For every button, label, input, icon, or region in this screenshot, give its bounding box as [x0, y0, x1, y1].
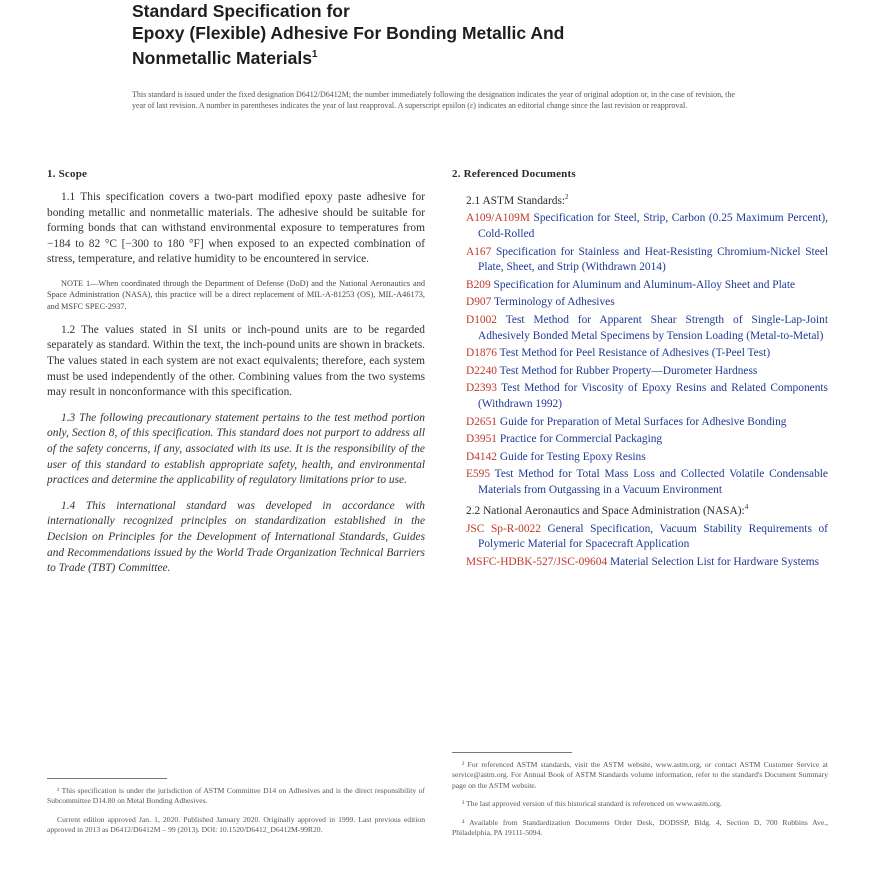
scope-paragraph-1-1: 1.1 This specification covers a two-part modified epoxy paste adhesive for bonding metallic and nonmetallic materials. The adhesive should be suitable for forming bonds that can withstand environmental exposure to temperatures from −184 to 82 °C [−300 to 180 °F] when exposed to an expected combination of stress, temperature, and relative humidity to be encountered in service.	[47, 191, 425, 266]
reference-title-link[interactable]: Test Method for Viscosity of Epoxy Resins and Related Components (Withdrawn 1992)	[478, 382, 828, 410]
astm-reference-list	[452, 211, 828, 498]
reference-item	[452, 555, 828, 571]
reference-title-link[interactable]: Terminology of Adhesives	[493, 296, 615, 309]
reference-title-link[interactable]: Test Method for Peel Resistance of Adhesives (T-Peel Test)	[499, 347, 771, 360]
reference-code-link[interactable]: D1002	[466, 313, 498, 326]
footnote-4: ⁴ Available from Standardization Documents Order Desk, DODSSP, Bldg. 4, Section D, 700 Robbins Ave., Philadelphia, PA 19111-5094.	[452, 817, 828, 838]
reference-code-link[interactable]: JSC Sp-R-0022	[466, 522, 541, 535]
reference-item	[452, 364, 828, 380]
footnote-2: ² For referenced ASTM standards, visit the ASTM website, www.astm.org, or contact ASTM Customer Service at service@astm.org. For Annual Book of ASTM Standards volume information, refer to the standard's Document Summary page on the ASTM website.	[452, 760, 828, 790]
reference-title-link[interactable]: Practice for Commercial Packaging	[499, 433, 663, 446]
reference-code-link[interactable]: D2393	[466, 382, 498, 395]
reference-code-link[interactable]: MSFC-HDBK-527/JSC-09604	[466, 556, 608, 569]
reference-item	[452, 245, 828, 276]
reference-item	[452, 278, 828, 294]
references-heading: 2. Referenced Documents	[452, 168, 576, 180]
reference-item	[452, 450, 828, 466]
scope-heading: 1. Scope	[47, 168, 88, 180]
scope-paragraph-1-2: 1.2 The values stated in SI units or inch-pound units are to be regarded separately as standard. Within the text, the inch-pound units are shown in brackets. The values stated in each system are not exact equivalents; therefore, each system must be used independently of the other. Combining values from the two systems may result in nonconformance with this specification.	[47, 323, 425, 399]
reference-code-link[interactable]: A109/A109M	[466, 212, 530, 225]
reference-item	[452, 313, 828, 344]
reference-code-link[interactable]: B209	[466, 278, 491, 291]
footnotes-right	[452, 760, 828, 846]
footnote-1: ¹ This specification is under the jurisdiction of ASTM Committee D14 on Adhesives and is the direct responsibility of Subcommittee D14.80 on Metal Bonding Adhesives.	[47, 786, 425, 806]
reference-code-link[interactable]: D2651	[466, 415, 498, 428]
astm-standards-label-text: 2.1 ASTM Standards:	[466, 194, 566, 207]
scope-paragraph-1-3: 1.3 The following precautionary statement pertains to the test method portion only, Section 8, of this specification. This standard does not purport to address all of the safety concerns, if any, associated with its use. It is the responsibility of the user of this standard to establish appropriate safety, health, and environmental practices and determine the applicability of regulatory limitations prior to use.	[47, 411, 425, 487]
reference-title-link[interactable]: Specification for Steel, Strip, Carbon (0.25 Maximum Percent), Cold-Rolled	[478, 212, 828, 240]
reference-item	[452, 432, 828, 448]
reference-code-link[interactable]: D2240	[466, 364, 498, 377]
reference-item	[452, 381, 828, 412]
reference-item	[452, 346, 828, 362]
scope-paragraph-1-4: 1.4 This international standard was developed in accordance with internationally recognized principles on standardization established in the Decision on Principles for the Development of International Standards, Guides and Recommendations issued by the World Trade Organization Technical Barriers to Trade (TBT) Committee.	[47, 499, 425, 575]
reference-code-link[interactable]: E595	[466, 468, 491, 481]
footnote-rule-left	[47, 778, 167, 779]
title-line-2: Epoxy (Flexible) Adhesive For Bonding Metallic And	[132, 23, 565, 43]
astm-standards-label	[466, 190, 828, 209]
reference-title-link[interactable]: Specification for Stainless and Heat-Resisting Chromium-Nickel Steel Plate, Sheet, and Strip (Withdrawn 2014)	[478, 245, 828, 274]
astm-footnote-mark: 2	[565, 193, 569, 201]
reference-code-link[interactable]: D4142	[466, 450, 498, 463]
reference-code-link[interactable]: D3951	[466, 433, 498, 446]
title-footnote-mark: 1	[311, 49, 318, 60]
designation-notice: This standard is issued under the fixed designation D6412/D6412M; the number immediately following the designation indicates the year of original adoption or, in the case of revision, the year of last revision. A number in parentheses indicates the year of last reapproval. A superscript epsilon (ε) indicates an editorial change since the last revision or reapproval.	[132, 90, 735, 110]
footnotes-left	[47, 786, 425, 844]
nasa-reference-list	[452, 522, 828, 571]
reference-title-link[interactable]: Guide for Preparation of Metal Surfaces for Adhesive Bonding	[499, 415, 787, 428]
title-block	[132, 0, 772, 69]
footnote-edition: Current edition approved Jan. 1, 2020. Published January 2020. Originally approved in 1999. Last previous edition approved in 2013 as D6412/D6412M – 99 (2013). DOI: 10.1520/D6412_D6412M-99R20.	[47, 814, 425, 835]
references-column	[452, 168, 828, 573]
reference-title-link[interactable]: Test Method for Rubber Property—Durometer Hardness	[499, 364, 758, 377]
reference-title-link[interactable]: Test Method for Apparent Shear Strength of Single-Lap-Joint Adhesively Bonded Metal Specimens by Tension Loading (Metal-to-Metal)	[478, 313, 828, 342]
title-line-3-text: Nonmetallic Materials	[132, 47, 312, 68]
reference-title-link[interactable]: General Specification, Vacuum Stability Requirements of Polymeric Material for Spacecraft Application	[478, 522, 828, 551]
reference-item	[452, 522, 828, 553]
reference-item	[452, 295, 828, 311]
scope-note-1: NOTE 1—When coordinated through the Department of Defense (DoD) and the National Aeronautics and Space Administration (NASA), this practice will be a direct replacement of MIL-A-81253 (OS), MIL-A46173, and MSFC SPEC-2937.	[47, 278, 425, 311]
footnote-3: ³ The last approved version of this historical standard is referenced on www.astm.org.	[462, 799, 722, 809]
reference-item	[452, 415, 828, 431]
nasa-footnote-mark: 4	[744, 503, 749, 512]
reference-code-link[interactable]: D1876	[466, 347, 498, 360]
reference-code-link[interactable]: A167	[466, 245, 492, 258]
nasa-label	[466, 500, 828, 519]
reference-title-link[interactable]: Test Method for Total Mass Loss and Collected Volatile Condensable Materials from Outgassing in a Vacuum Environment	[478, 468, 828, 496]
reference-item	[452, 467, 828, 498]
reference-title-link[interactable]: Material Selection List for Hardware Systems	[610, 556, 820, 569]
reference-title-link[interactable]: Specification for Aluminum and Aluminum-Alloy Sheet and Plate	[493, 278, 796, 291]
scope-column	[47, 168, 425, 587]
reference-title-link[interactable]: Guide for Testing Epoxy Resins	[499, 450, 646, 463]
title-line-1: Standard Specification for	[132, 1, 350, 21]
nasa-label-text: 2.2 National Aeronautics and Space Administration (NASA):	[466, 505, 745, 518]
reference-code-link[interactable]: D907	[466, 296, 492, 309]
footnote-rule-right	[452, 752, 572, 753]
title-line-3	[132, 44, 772, 69]
reference-item	[452, 211, 828, 242]
